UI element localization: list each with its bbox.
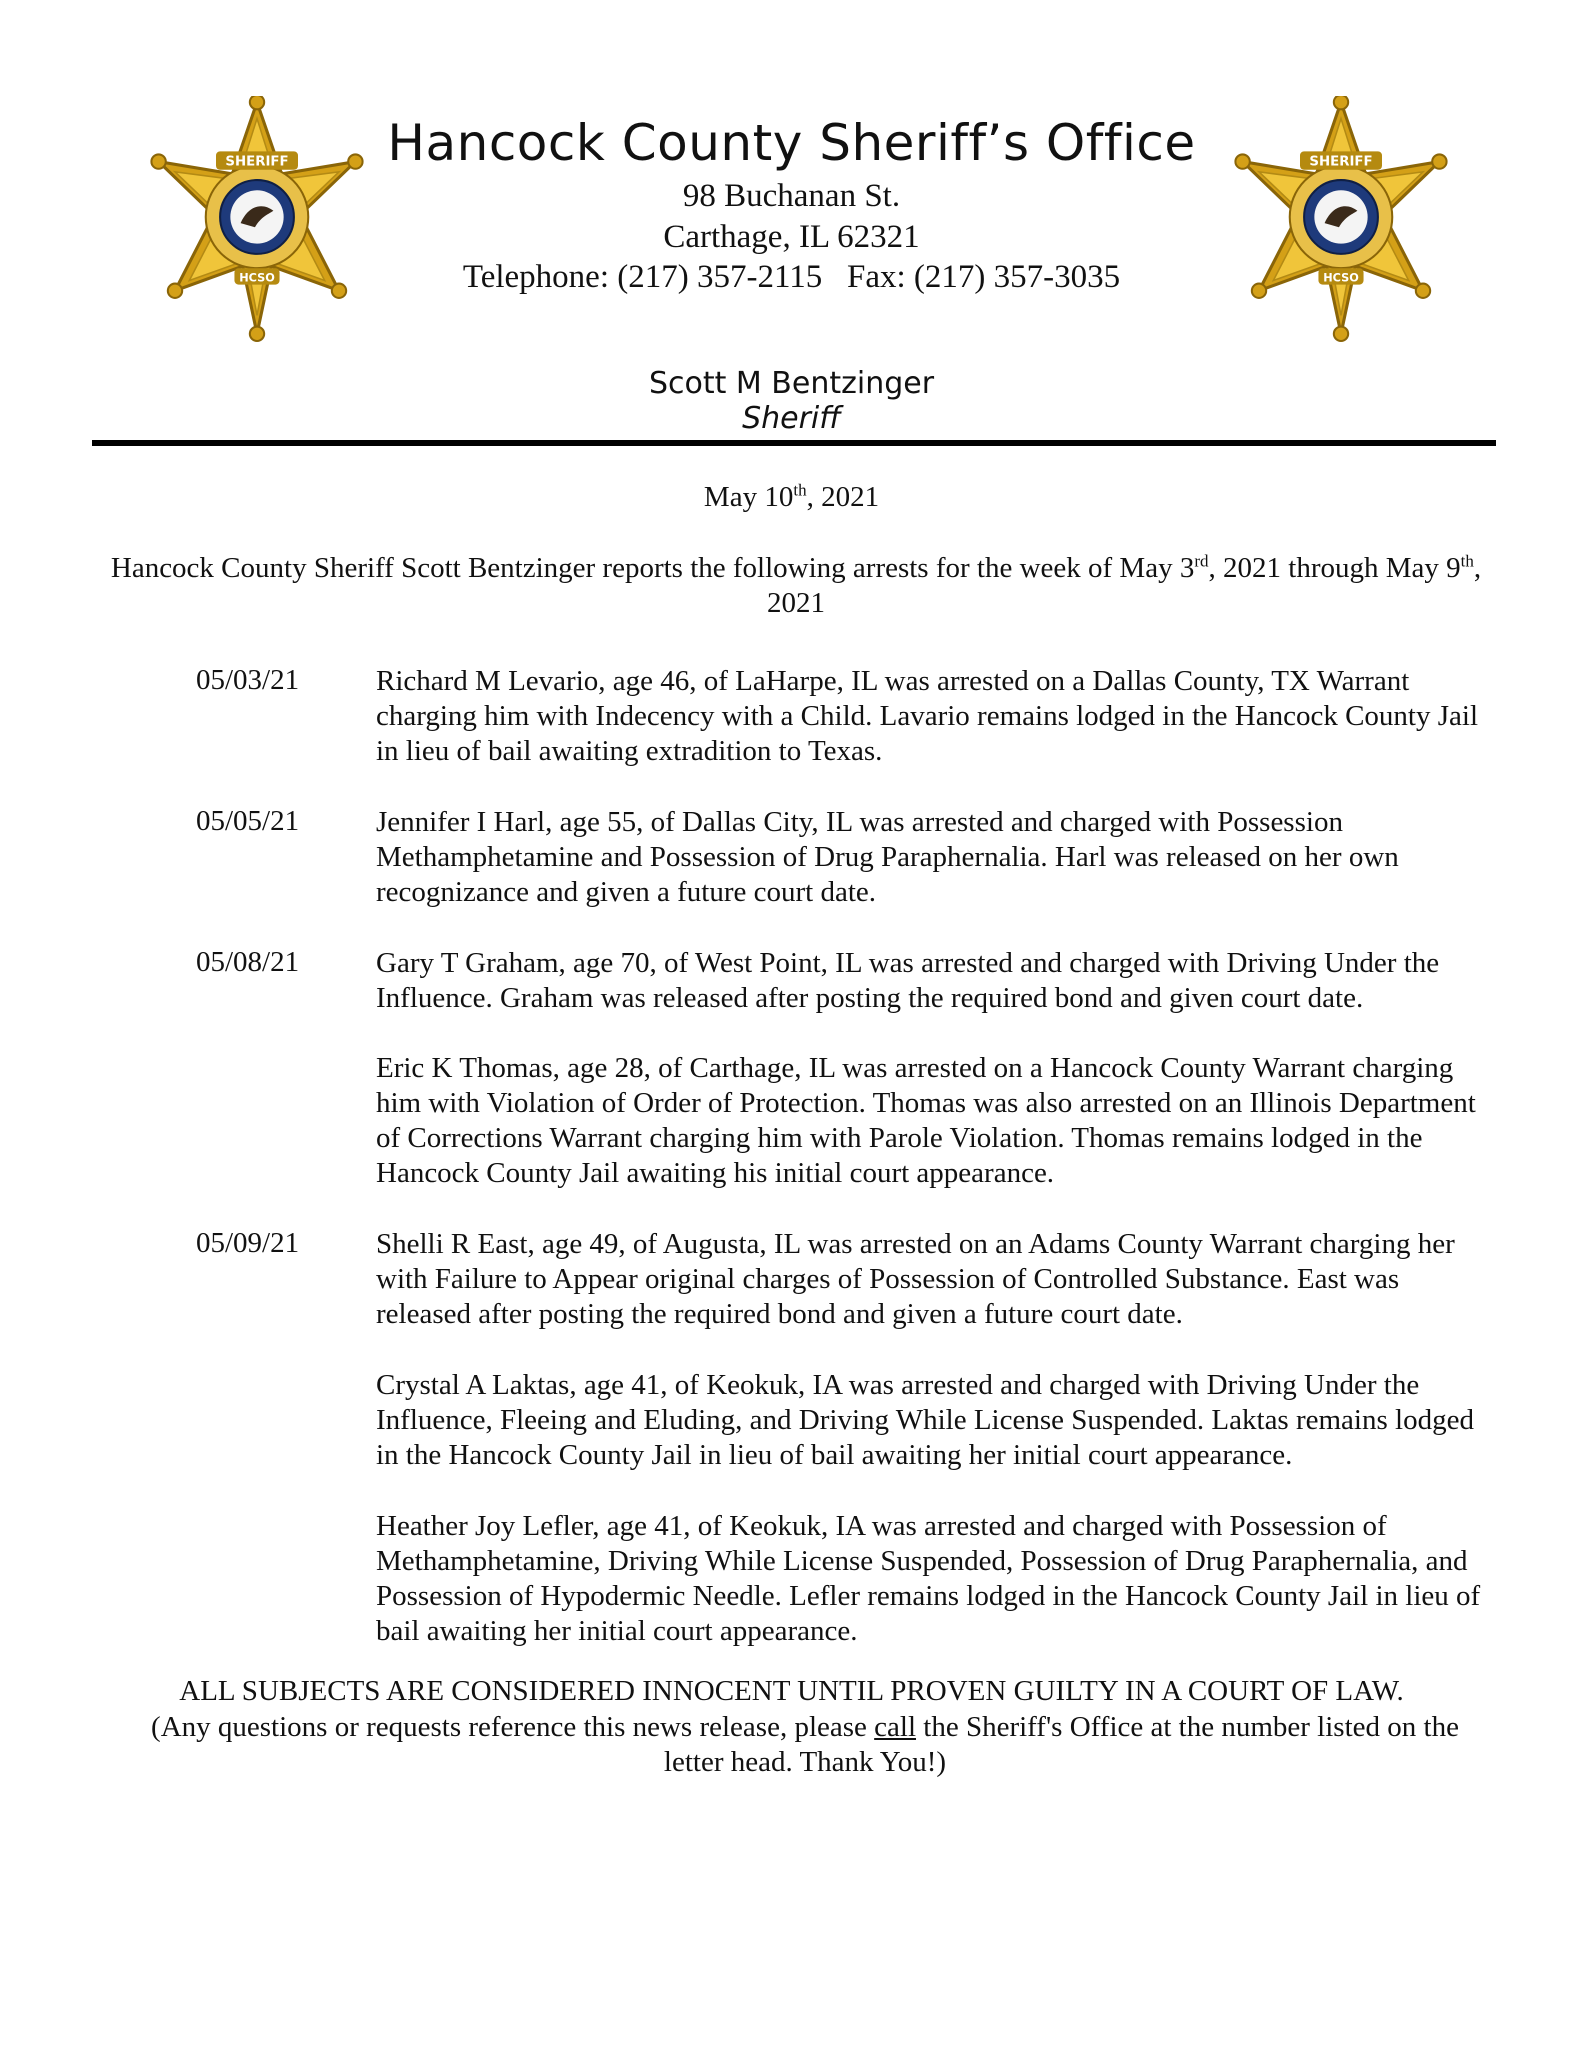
innocence-disclaimer: ALL SUBJECTS ARE CONSIDERED INNOCENT UNTIL PROVEN GUILTY IN A COURT OF LAW. <box>179 1675 1404 1707</box>
intro-part-3: , 2021 <box>767 552 1482 619</box>
release-date-day: May 10 <box>703 481 794 513</box>
release-date-year: , 2021 <box>806 481 880 513</box>
entry-text: Heather Joy Lefler, age 41, of Keokuk, IA was arrested and charged with Possession of Methamphetamine, Driving While License Suspended, Possession of Drug Paraphernalia, and Possession of Hypodermic Needle. Lefler remains lodged in the Hancock County Jail in lieu of bail awaiting her initial court appearance. <box>376 1510 1481 1647</box>
entry-date: 05/09/21 <box>196 1227 300 1259</box>
badge-top-text: SHERIFF <box>225 154 289 170</box>
sheriff-name: Scott M Bentzinger <box>648 366 935 401</box>
intro-suffix-1: rd <box>1194 551 1209 571</box>
entry-date: 05/05/21 <box>196 805 300 837</box>
entry-text: Richard M Levario, age 46, of LaHarpe, IL was arrested on a Dallas County, TX Warrant charging him with Indecency with a Child. Lavario remains lodged in the Hancock County Jail in lieu of bail awaiting extradition to Texas. <box>376 665 1478 767</box>
contact-note-pre: (Any questions or requests reference this news release, please <box>151 1711 875 1743</box>
entry-text: Crystal A Laktas, age 41, of Keokuk, IA was arrested and charged with Driving Under the Influence, Fleeing and Eluding, and Driving While License Suspended. Laktas remains lodged in the Hancock County Jail in lieu of bail awaiting her initial court appearance. <box>376 1369 1474 1471</box>
release-date-suffix: th <box>793 480 807 500</box>
intro-paragraph <box>96 551 1496 621</box>
call-link[interactable]: call <box>874 1711 917 1743</box>
city-address: Carthage, IL 62321 <box>663 219 920 255</box>
entry-date: 05/08/21 <box>196 946 300 978</box>
contact-note <box>135 1710 1475 1780</box>
intro-part-1: Hancock County Sheriff Scott Bentzinger reports the following arrests for the week of May 3 <box>110 552 1195 584</box>
entry-text: Gary T Graham, age 70, of West Point, IL was arrested and charged with Driving Under the Influence. Graham was released after posting the required bond and given court date. <box>376 947 1440 1014</box>
entry-date: 05/03/21 <box>196 664 300 696</box>
badge-bottom-text: HCSO <box>239 271 275 285</box>
release-date <box>0 481 1583 514</box>
entry-text: Jennifer I Harl, age 55, of Dallas City, IL was arrested and charged with Possession Methamphetamine and Possession of Drug Paraphernalia. Harl was released on her own recognizance and given a future court date. <box>376 806 1399 908</box>
intro-part-2: , 2021 through May 9 <box>1208 552 1461 584</box>
entry-text: Eric K Thomas, age 28, of Carthage, IL was arrested on a Hancock County Warrant charging him with Violation of Order of Protection. Thomas was also arrested on an Illinois Department of Corrections Warrant charging him with Parole Violation. Thomas remains lodged in the Hancock County Jail awaiting his initial court appearance. <box>376 1052 1476 1189</box>
badge-bottom-text: HCSO <box>1323 271 1359 285</box>
contact-note-post: the Sheriff's Office at the number listed on the letter head. Thank You!) <box>663 1711 1459 1778</box>
badge-top-text: SHERIFF <box>1309 154 1373 170</box>
office-title: Hancock County Sheriff’s Office <box>387 114 1196 172</box>
header-divider <box>92 440 1496 446</box>
street-address: 98 Buchanan St. <box>682 178 901 214</box>
entry-text: Shelli R East, age 49, of Augusta, IL was arrested on an Adams County Warrant charging her with Failure to Appear original charges of Possession of Controlled Substance. East was released after posting the required bond and given a future court date. <box>376 1228 1455 1330</box>
contact-numbers: Telephone: (217) 357-2115 Fax: (217) 357-3035 <box>462 259 1121 295</box>
intro-suffix-2: th <box>1460 551 1474 571</box>
sheriff-title: Sheriff <box>742 401 841 436</box>
